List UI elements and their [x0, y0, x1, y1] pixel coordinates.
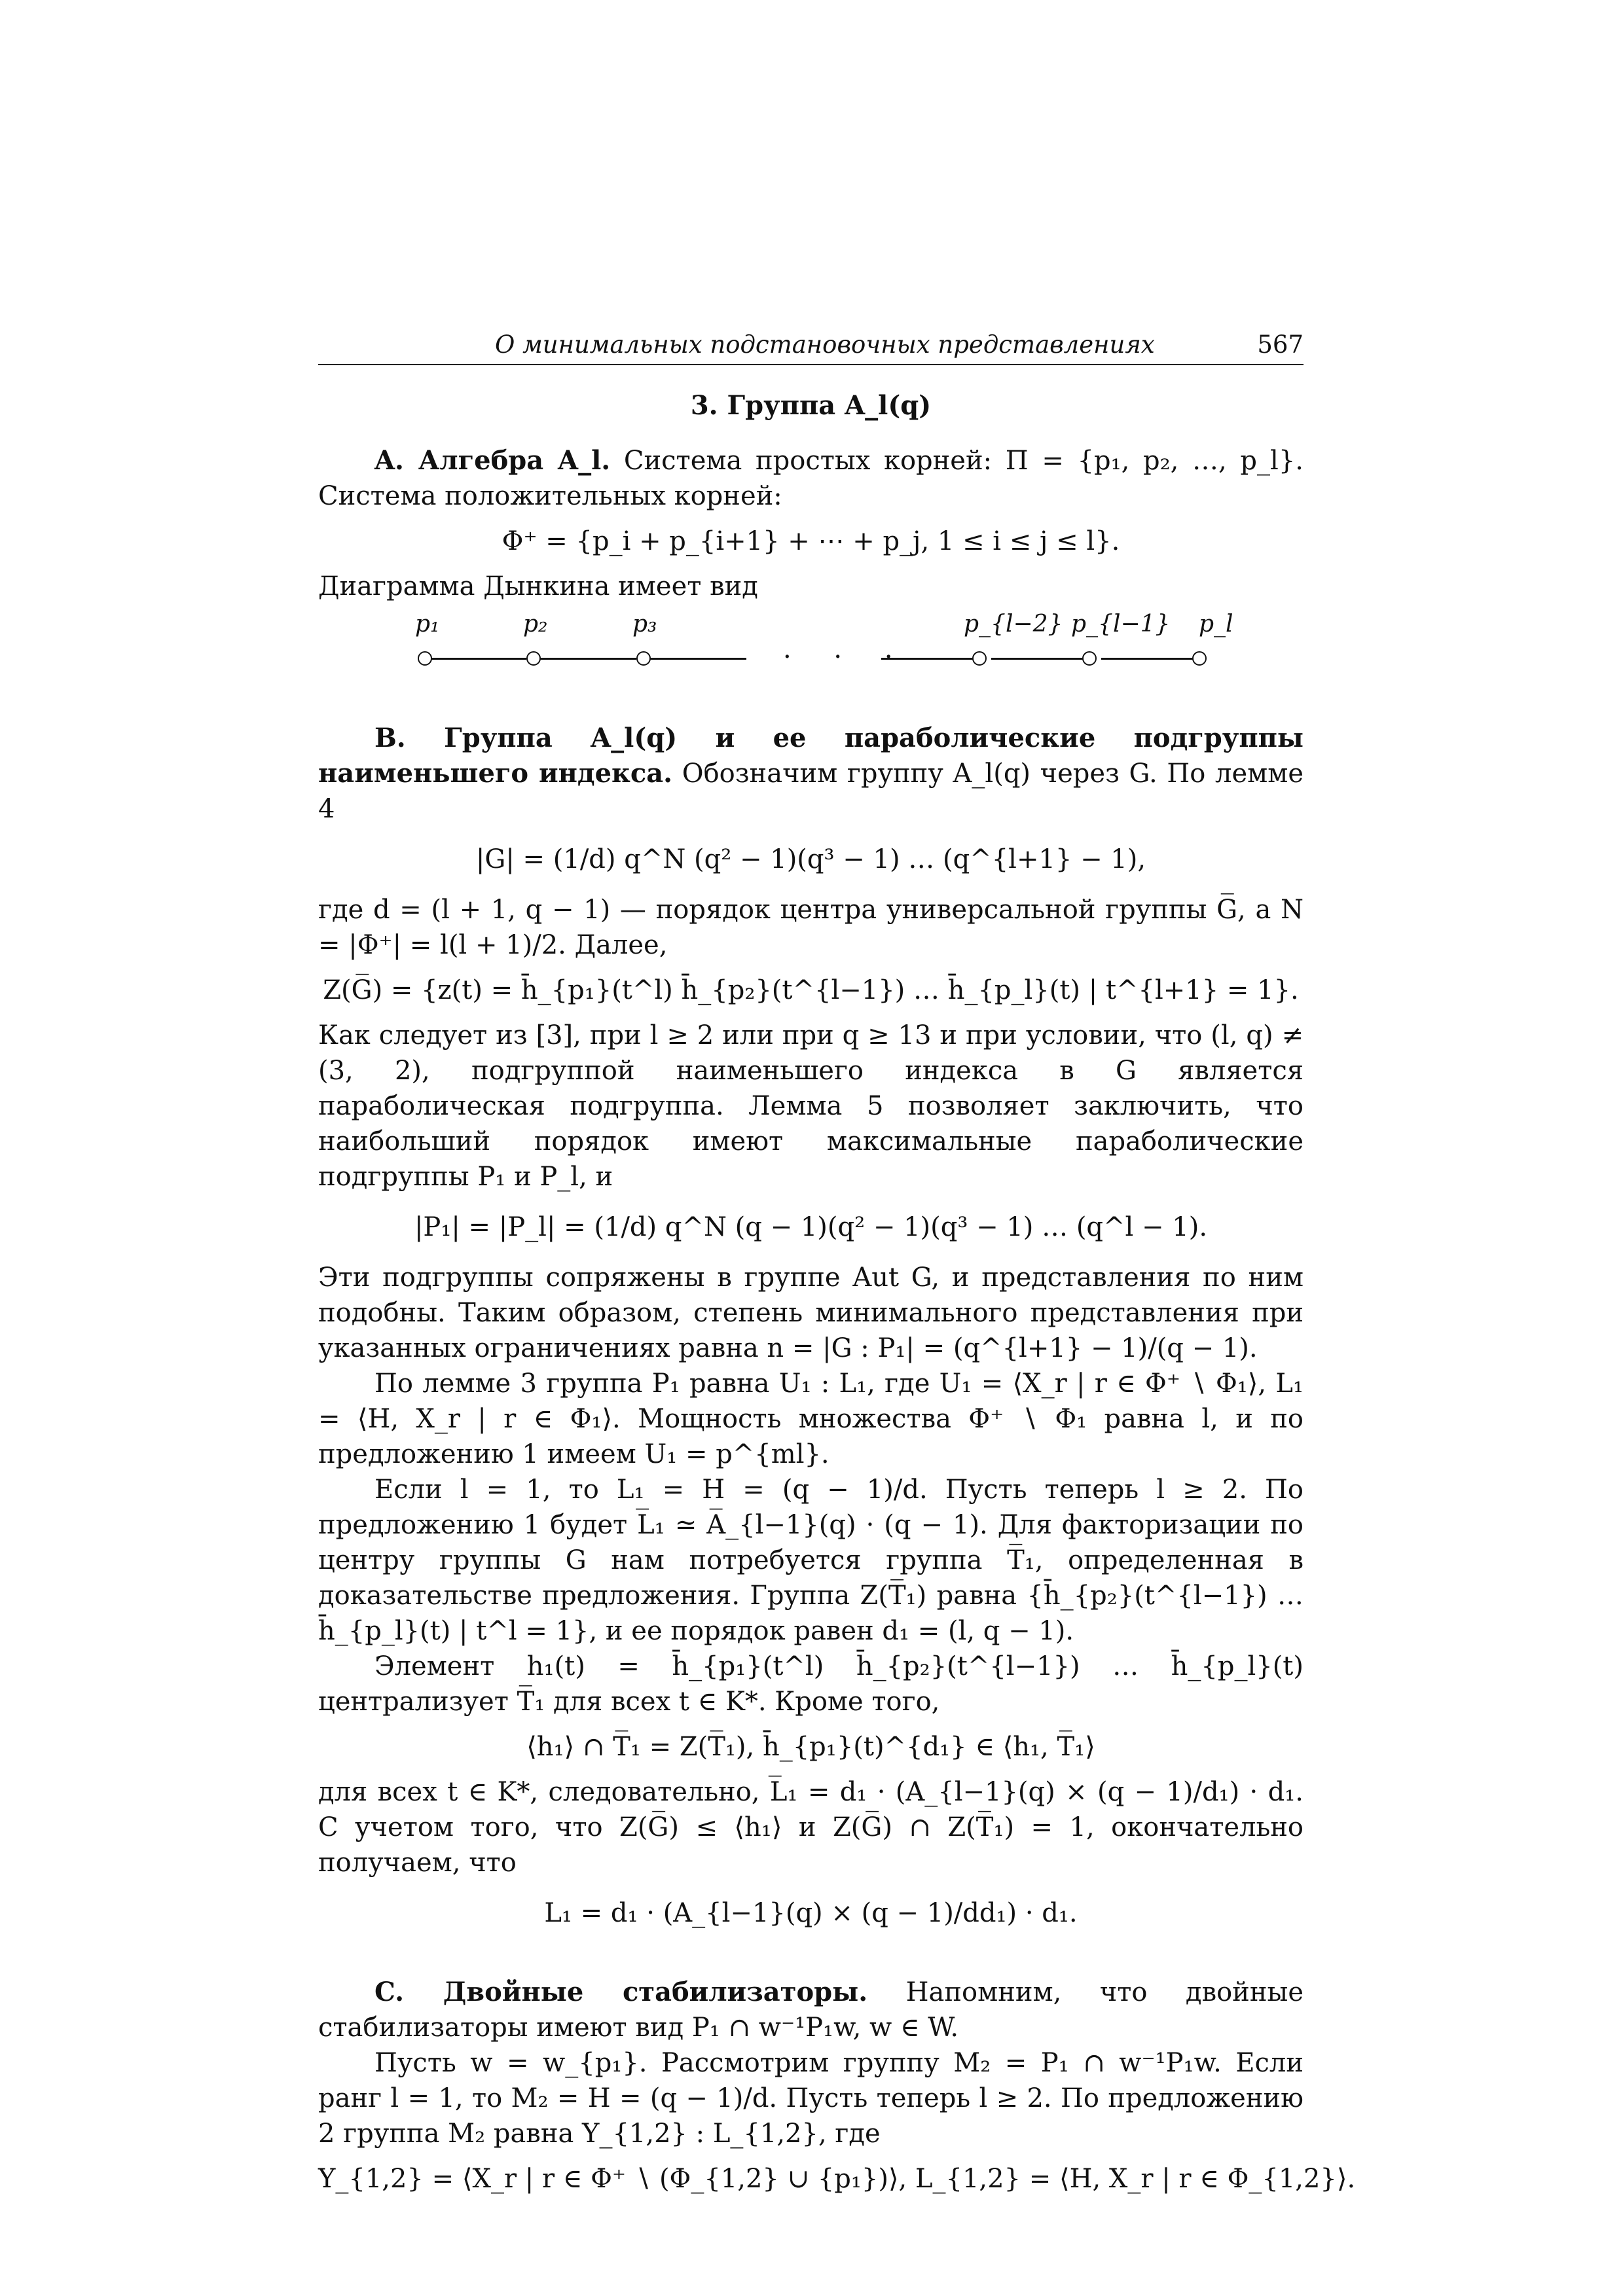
paragraph: Пусть w = w_{p₁}. Рассмотрим группу M₂ = P₁ ∩ w⁻¹P₁w. Если ранг l = 1, то M₂ = H = (q − 1)/d. Пусть теперь l ≥ 2. По предложению 2 группа M₂ равна Y_{1,2} : L_{1,2}, где [318, 2048, 1304, 2149]
dynkin-label: p_{l−2} [964, 611, 1063, 637]
dynkin-node [418, 651, 432, 666]
dynkin-label: p_l [1199, 611, 1233, 637]
dynkin-edge [1101, 658, 1199, 660]
paragraph: Эти подгруппы сопряжены в группе Aut G, и представления по ним подобны. Таким образом, степень минимального представления при указанных ограничениях равна n = |G : P₁| = (q^{l+1} − 1)/(q − 1). [318, 1263, 1304, 1363]
dynkin-intro: Диаграмма Дынкина имеет вид [318, 571, 758, 601]
running-title: О минимальных подстановочных представлениях [495, 331, 1155, 359]
paragraph: где d = (l + 1, q − 1) — порядок центра универсальной группы G̅, а N = |Φ⁺| = l(l + 1)/2. Далее, [318, 895, 1304, 960]
centralizer-formula: ⟨h₁⟩ ∩ T̅₁ = Z(T̅₁), h̄_{p₁}(t)^{d₁} ∈ ⟨h₁, T̅₁⟩ [526, 1732, 1095, 1762]
dynkin-diagram [318, 611, 1304, 684]
dynkin-edge [991, 658, 1089, 660]
subsection-b-text: Обозначим группу A_l(q) через G. По лемме 4 [318, 759, 1304, 824]
group-order-formula: |G| = (1/d) q^N (q² − 1)(q³ − 1) … (q^{l+1} − 1), [475, 844, 1146, 874]
dynkin-node [1192, 651, 1207, 666]
dynkin-edge [648, 658, 746, 660]
dynkin-node [972, 651, 987, 666]
dynkin-edge [538, 658, 636, 660]
dynkin-node [1082, 651, 1097, 666]
paragraph: По лемме 3 группа P₁ равна U₁ : L₁, где U₁ = ⟨X_r | r ∈ Φ⁺ ∖ Φ₁⟩, L₁ = ⟨H, X_r | r ∈ Φ₁⟩. Мощность множества Φ⁺ ∖ Φ₁ равна l, и по предложению 1 имеем U₁ = p^{ml}. [318, 1369, 1304, 1469]
subsection-a-para [318, 443, 1304, 514]
levi-formula: L₁ = d₁ · (A_{l−1}(q) × (q − 1)/dd₁) · d₁. [544, 1898, 1078, 1928]
dynkin-label: p_{l−1} [1071, 611, 1171, 637]
subsection-b-para [318, 721, 1304, 827]
positive-roots-formula: Φ⁺ = {p_i + p_{i+1} + ⋯ + p_j, 1 ≤ i ≤ j ≤ l}. [501, 526, 1120, 556]
paragraph: для всех t ∈ K*, следовательно, L̅₁ = d₁ · (A_{l−1}(q) × (q − 1)/d₁) · d₁. С учетом того, что Z(G̅) ≤ ⟨h₁⟩ и Z(G̅) ∩ Z(T̅₁) = 1, окончательно получаем, что [318, 1777, 1304, 1878]
subsection-c-para [318, 1975, 1304, 2045]
section-gap [318, 1946, 1304, 1975]
section-title: 3. Группа A_l(q) [690, 390, 932, 421]
dynkin-label: p₃ [632, 611, 657, 637]
dynkin-ellipsis: · · · [783, 642, 910, 672]
stabilizer-formula: Y_{1,2} = ⟨X_r | r ∈ Φ⁺ ∖ (Φ_{1,2} ∪ {p₁})⟩, L_{1,2} = ⟨H, X_r | r ∈ Φ_{1,2}⟩. [318, 2164, 1356, 2194]
dynkin-node [526, 651, 541, 666]
section-gap [318, 692, 1304, 721]
dynkin-label: p₁ [415, 611, 440, 637]
page-number: 567 [1257, 331, 1304, 359]
subsection-c-text: Напомним, что двойные стабилизаторы имеют вид P₁ ∩ w⁻¹P₁w, w ∈ W. [318, 1977, 1304, 2043]
subsection-a-heading: A. Алгебра A_l. [374, 445, 611, 476]
page-content [318, 331, 1356, 2206]
paragraph: Как следует из [3], при l ≥ 2 или при q ≥ 13 и при условии, что (l, q) ≠ (3, 2), подгруппой наименьшего индекса в G является параболическая подгруппа. Лемма 5 позволяет заключить, что наибольший порядок имеют максимальные параболические подгруппы P₁ и P_l, и [318, 1020, 1304, 1192]
subsection-a-text: Система простых корней: Π = {p₁, p₂, …, p_l}. Система положительных корней: [318, 446, 1304, 511]
parabolic-order-formula: |P₁| = |P_l| = (1/d) q^N (q − 1)(q² − 1)(q³ − 1) … (q^l − 1). [414, 1212, 1208, 1242]
dynkin-label: p₂ [523, 611, 548, 637]
subsection-b-heading: B. Группа A_l(q) и ее параболические подгруппы наименьшего индекса. [318, 723, 1304, 789]
dynkin-edge [428, 658, 526, 660]
paragraph: Элемент h₁(t) = h̄_{p₁}(t^l) h̄_{p₂}(t^{l−1}) … h̄_{p_l}(t) централизует T̅₁ для всех t ∈ K*. Кроме того, [318, 1651, 1304, 1717]
dynkin-node [636, 651, 651, 666]
subsection-c-heading: C. Двойные стабилизаторы. [374, 1977, 868, 2007]
center-formula: Z(G̅) = {z(t) = h̄_{p₁}(t^l) h̄_{p₂}(t^{l−1}) … h̄_{p_l}(t) | t^{l+1} = 1}. [323, 975, 1299, 1005]
paragraph: Если l = 1, то L₁ = H = (q − 1)/d. Пусть теперь l ≥ 2. По предложению 1 будет L̅₁ ≃ A̅_{l−1}(q) · (q − 1). Для факторизации по центру группы G нам потребуется группа T̅₁, определенная в доказательстве предложения. Группа Z(T̅₁) равна {h̄_{p₂}(t^{l−1}) … h̄_{p_l}(t) | t^l = 1}, и ее порядок равен d₁ = (l, q − 1). [318, 1475, 1304, 1646]
running-header [318, 331, 1304, 365]
